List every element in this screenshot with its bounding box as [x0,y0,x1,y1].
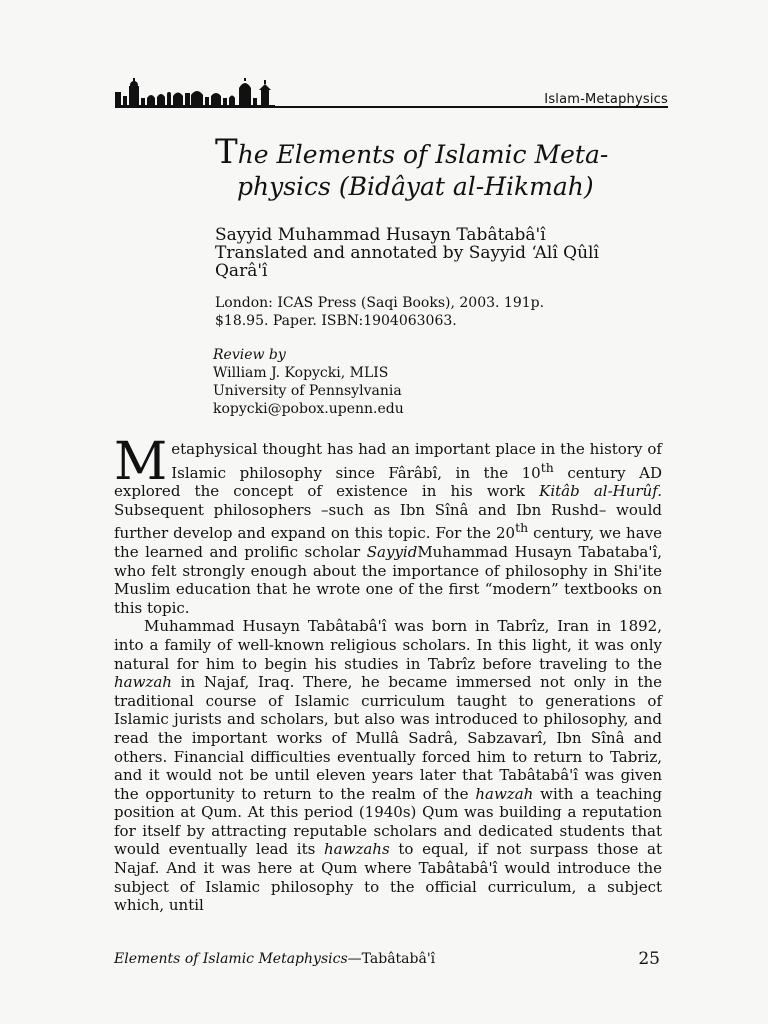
p2-italic-1: hawzah [114,673,172,692]
footer-title: Elements of Islamic Metaphysics [114,951,348,967]
reviewer-institution: University of Pennsylvania [213,383,402,399]
article-title-block [215,132,675,203]
p1-italic-2: Sayyid [366,542,418,561]
translator-line-1: Translated and annotated by Sayyid ‘Alî Qûlî [215,243,599,263]
p2-text-2: in Najaf, Iraq. There, he became immersed not only in the traditional course of Islamic curriculum taught to generations of Islamic jurists and scholars, but also was introduced to philosophy, and read the important works of Mullâ Sadrâ, Sabzavarî, Ibn Sînâ and others. Financial difficulties eventually forced him to return to Tabriz, and it would not be until eleven years later that Tabâtabâ'î was given the opportunity to return to the realm of the [114,673,662,803]
header-rule [115,106,668,108]
p2-italic-2: hawzah [475,784,534,803]
p2-text-4: to equal, if not surpass those at Najaf. And it was here at Qum where Tabâtabâ'î would introduce the subject of Islamic philosophy to the official curriculum, a subject which, until [114,840,662,915]
title-line1: he Elements of Islamic Meta- [237,140,609,169]
paragraph-1 [114,432,663,617]
reviewer-email: kopycki@pobox.upenn.edu [213,401,404,417]
p1-text-4: century, we have the learned and prolific scholar [114,524,662,561]
p1-text-3: Subsequent philosophers –such as Ibn Sînâ and Ibn Rushd– would further develop and expand on this topic. For the 20 [114,500,662,543]
p2-text-1: Muhammad Husayn Tabâtabâ'î was born in Tabrîz, Iran in 1892, into a family of well-known religious scholars. In this light, it was only natural for him to begin his studies in Tabrîz before traveling to the [114,617,662,673]
p1-sup-1: th [540,459,554,475]
publication-info [215,294,675,330]
p1-text-5: Muhammad Husayn Tabataba'î, who felt strongly enough about the importance of philosophy in Shi'ite Muslim education that he wrote one of the first “modern” textbooks on this topic. [114,542,663,617]
title-initial: T [215,132,238,172]
section-label: Islam-Metaphysics [544,92,668,107]
review-credit [213,346,673,418]
p1-text-1: etaphysical thought has had an important place in the history of Islamic philosophy since Fârâbî, in the 10 [171,440,662,482]
footer-author: —Tabâtabâ'î [347,951,436,967]
paragraph-2 [114,617,662,915]
author-name: Sayyid Muhammad Husayn Tabâtabâ'î [215,225,546,245]
title-line2: physics (Bidâyat al-Hikmah) [237,172,594,201]
article-body [114,432,663,915]
publication-line-1: London: ICAS Press (Saqi Books), 2003. 191p. [215,295,545,311]
p1-text-2: century AD explored the concept of existence in his work [114,463,663,501]
review-label: Review by [213,347,286,363]
page-number: 25 [638,949,660,969]
article-title [215,132,675,203]
p1-italic-1: Kitâb al-Hurûf. [539,482,662,501]
book-authors [215,226,675,280]
p2-italic-3: hawzahs [324,840,390,859]
publication-line-2: $18.95. Paper. ISBN:1904063063. [215,313,457,329]
running-footer [114,951,435,967]
drop-cap: M [114,432,168,492]
reviewer-name: William J. Kopycki, MLIS [213,365,389,381]
skyline-ornament-icon [115,78,295,108]
translator-line-2: Qarâ'î [215,261,268,281]
p1-sup-2: th [515,520,529,536]
p2-text-3: with a teaching position at Qum. At this period (1940s) Qum was building a reputation for itself by attracting reputable scholars and dedicated students that would eventually lead its [114,784,662,859]
